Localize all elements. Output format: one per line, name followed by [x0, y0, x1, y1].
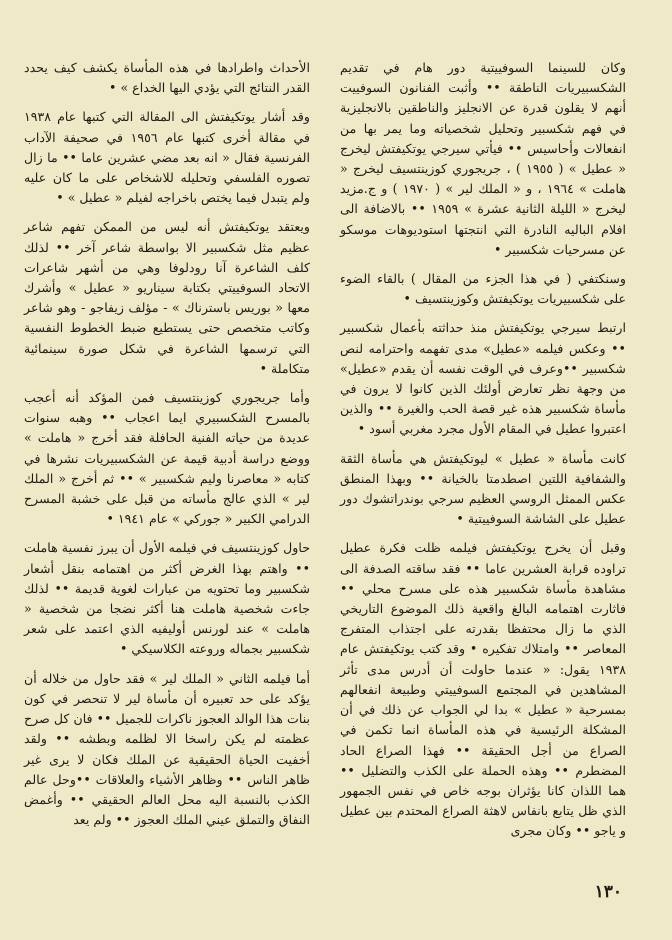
paragraph: الأحداث واطرادها في هذه المأساة يكشف كيف يحدد القدر النتائج التي يؤدي اليها الخداع » • — [24, 60, 310, 96]
page-number: ١٣٠ — [594, 882, 622, 902]
paragraph: كانت مأساة « عطيل » ليوتكيفتش هي مأساة الثقة والشفافية اللتين اصطدمتا بالخيانة •• وبهذا المنطق عكس الممثل الروسي العظيم سرجي بوندراتشوك دور عطيل على الشاشة السوفييتية • — [340, 450, 626, 527]
paragraph: ويعتقد يوتكيفتش أنه ليس من الممكن تفهم شاعر عظيم مثل شكسبير الا بواسطة شاعر آخر •• لذلك كلف الشاعرة آنا رودلوفا وهي من أشهر شاعرات الاتحاد السوفييتي بكتابة سيناريو « عطيل » وأشرك معها « بوريس باسترناك » - مؤلف زيفاجو - وهو شاعر وكاتب متخصص حتى يستطيع ضبط الخطوط النفسية التي ترسمها الشاعرة في شكل صورة سينمائية متكاملة • — [24, 219, 310, 376]
paragraph: وكان للسينما السوفييتية دور هام في تقديم الشكسبيريات الناطقة •• وأثبت الفنانون السوفييت أنهم لا يقلون قدرة عن الانجليز والناطقين بالانجليزية في فهم شكسبير وتحليل شخصياته وما يمر بها من انفعالات وأحاسيس •• فيأتي سيرجي يوتكيفتش ليخرج « عطيل » ( ١٩٥٥ ) ، جريجوري كوزينتسيف ليخرج « هاملت » ١٩٦٤ ، و « الملك لير » ( ١٩٧٠ ) و ج.مزيد ليخرج « الليلة الثانية عشرة » ١٩٥٩ •• بالاضافة الى افلام الباليه النادرة التي انتجتها استوديوهات موسكو عن مسرحيات شكسبير • — [340, 60, 627, 257]
right-column — [340, 58, 626, 851]
paragraph: وقد أشار يوتكيفتش الى المقالة التي كتبها عام ١٩٣٨ في مقالة أخرى كتبها عام ١٩٥٦ في صحيفة الآداب الفرنسية فقال « انه بعد مضي عشرين عاما •• ما زال تصوره الفلسفي وتحليله للاشخاص على ما كان عليه ولم يتبدل فيما يختص باخراجه لفيلم « عطيل » • — [24, 109, 310, 206]
column-gutter — [331, 58, 332, 868]
paragraph: ارتبط سيرجي يوتكيفتش منذ حداثته بأعمال شكسبير •• وعكس فيلمه «عطيل» مدى تفهمه واحترامه لنص شكسبير ••وعرف في الوقت نفسه أن يقدم «عطيل» من وجهة نظر تعارض أولئك الذين كانوا لا يرون في مأساة شكسبير هذه غير قصة الحب والغيرة •• والذين اعتبروا عطيل في المقام الأول مجرد مغربي أسود • — [340, 320, 626, 437]
paragraph: أما فيلمه الثاني « الملك لير » فقد حاول من خلاله أن يؤكد على حد تعبيره أن مأساة لير لا تنحصر في كون بنات هذا الوالد العجوز ناكرات للجميل •• فان كل صرح عظمته لم يكن راسخا الا لظلمه وبطشه •• ولقد أخفيت الحياة الحقيقية عن الملك فكان لا يرى غير ظاهر الناس •• وظاهر الأشياء والعلاقات ••وحل عالم الكذب بالنسبة اليه محل العالم الحقيقي •• وأغمض النفاق والتملق عيني الملك العجوز •• ولم يعد — [24, 670, 310, 828]
paragraph: وقبل أن يخرج يوتكيفتش فيلمه ظلت فكرة عطيل تراوده قرابة العشرين عاما •• فقد ساقته الصدفة الى مشاهدة مأساة شكسبير هذه على مسرح محلي •• فاثارت اهتمامه البالغ واقعية ذلك الموضوع التاريخي الذي ما زال محتفظا بقدرته على اجتذاب المتفرج المعاصر •• وامتلاك تفكيره • وقد كتب يوتكيفتش عام ١٩٣٨ يقول: « عندما حاولت أن أدرس مدى تأثر المشاهدين في المجتمع السوفييتي وطبيعة انفعالهم بمسرحية « عطيل » بدا لي الجواب عن ذلك في أن المشكلة الرئيسية في هذه المأساة انما تكمن في الصراع من أجل الحقيقة •• فهذا الصراع الحاد المضطرم •• وهذه الحملة على الكذب والتضليل •• هما اللذان كانا يؤثران بوجه خاص في نفس الجمهور الذي ظل يتابع بانفاس لاهثة الصراع المحتدم بين عطيل و ياجو •• وكان مجرى — [340, 540, 626, 839]
paragraph: وسنكتفي ( في هذا الجزء من المقال ) بالقاء الضوء على شكسبيريات يوتكيفتش وكوزينتسيف • — [340, 271, 626, 307]
paragraph: وأما جريجوري كوزينتسيف فمن المؤكد أنه أعجب بالمسرح الشكسبيري ايما اعجاب •• وهبه سنوات عديدة من حياته الفنية الحافلة فقد أخرج « هاملت » ووضع دراسة أدبية قيمة عن الشكسبيريات نشرها في كتابه « معاصرنا وليم شكسبير » •• ثم أخرج « الملك لير » الذي عالج مأساته من قبل على خشبة المسرح الدرامي الكبير « جوركي » عام ١٩٤١ • — [24, 390, 310, 527]
left-column — [24, 58, 310, 839]
paragraph: حاول كوزينتسيف في فيلمه الأول أن يبرز نفسية هاملت •• واهتم بهذا الغرض أكثر من اهتمامه بنقل أشعار شكسبير وما تحتويه من عبارات لغوية قديمة •• لذلك جاءت شخصية هاملت هنا أكثر نضجا من شخصية « هاملت » عند لورنس أوليفيه الذي اعتمد على شعر شكسبير بجماله وروعته الكلاسيكي • — [24, 540, 310, 657]
